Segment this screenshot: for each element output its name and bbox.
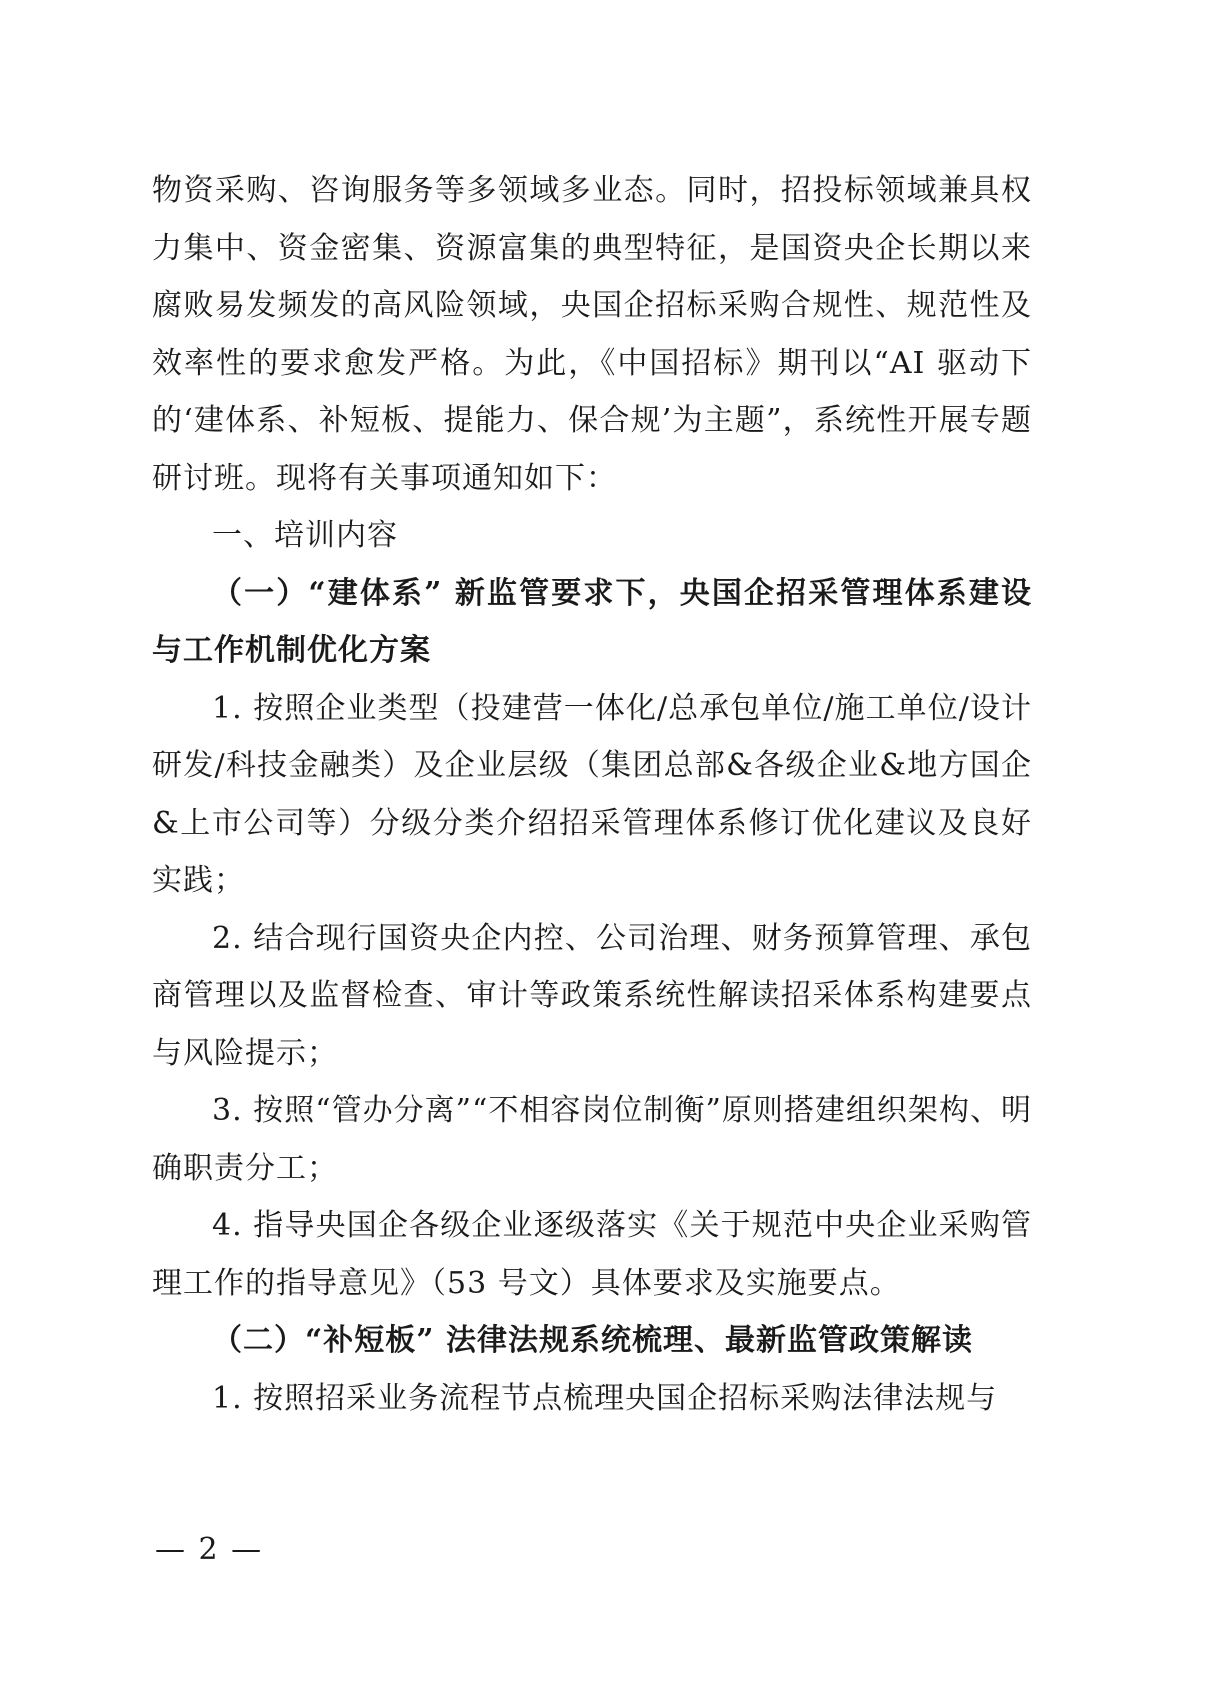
subsection-heading-fill-gaps: （二）“补短板” 法律法规系统梳理、最新监管政策解读 <box>212 1323 973 1358</box>
list-item-4: 4. 指导央国企各级企业逐级落实《关于规范中央企业采购管理工作的指导意见》（53 号文）具体要求及实施要点。 <box>152 1208 1032 1301</box>
document-body <box>152 162 1032 1427</box>
subsection-heading-build-system: （一）“建体系” 新监管要求下，央国企招采管理体系建设与工作机制优化方案 <box>152 575 1032 668</box>
list-item-5: 1. 按照招采业务流程节点梳理央国企招标采购法律法规与 <box>212 1380 998 1416</box>
section-heading-training-content: 一、培训内容 <box>212 518 398 553</box>
list-item-2: 2. 结合现行国资央企内控、公司治理、财务预算管理、承包商管理以及监督检查、审计等政策系统性解读招采体系构建要点与风险提示； <box>152 920 1032 1071</box>
page-number: — 2 — <box>155 1532 264 1567</box>
list-item-1: 1. 按照企业类型（投建营一体化/总承包单位/施工单位/设计研发/科技金融类）及企业层级（集团总部&各级企业&地方国企&上市公司等）分级分类介绍招采管理体系修订优化建议及良好实践； <box>152 690 1032 898</box>
list-item-3: 3. 按照“管办分离”“不相容岗位制衡”原则搭建组织架构、明确职责分工； <box>152 1093 1032 1186</box>
intro-paragraph: 物资采购、咨询服务等多领域多业态。同时，招投标领域兼具权力集中、资金密集、资源富集的典型特征，是国资央企长期以来腐败易发频发的高风险领域，央国企招标采购合规性、规范性及效率性的要求愈发严格。为此，《中国招标》期刊以“AI 驱动下的‘建体系、补短板、提能力、保合规’为主题”，系统性开展专题研讨班。现将有关事项通知如下： <box>152 173 1032 496</box>
